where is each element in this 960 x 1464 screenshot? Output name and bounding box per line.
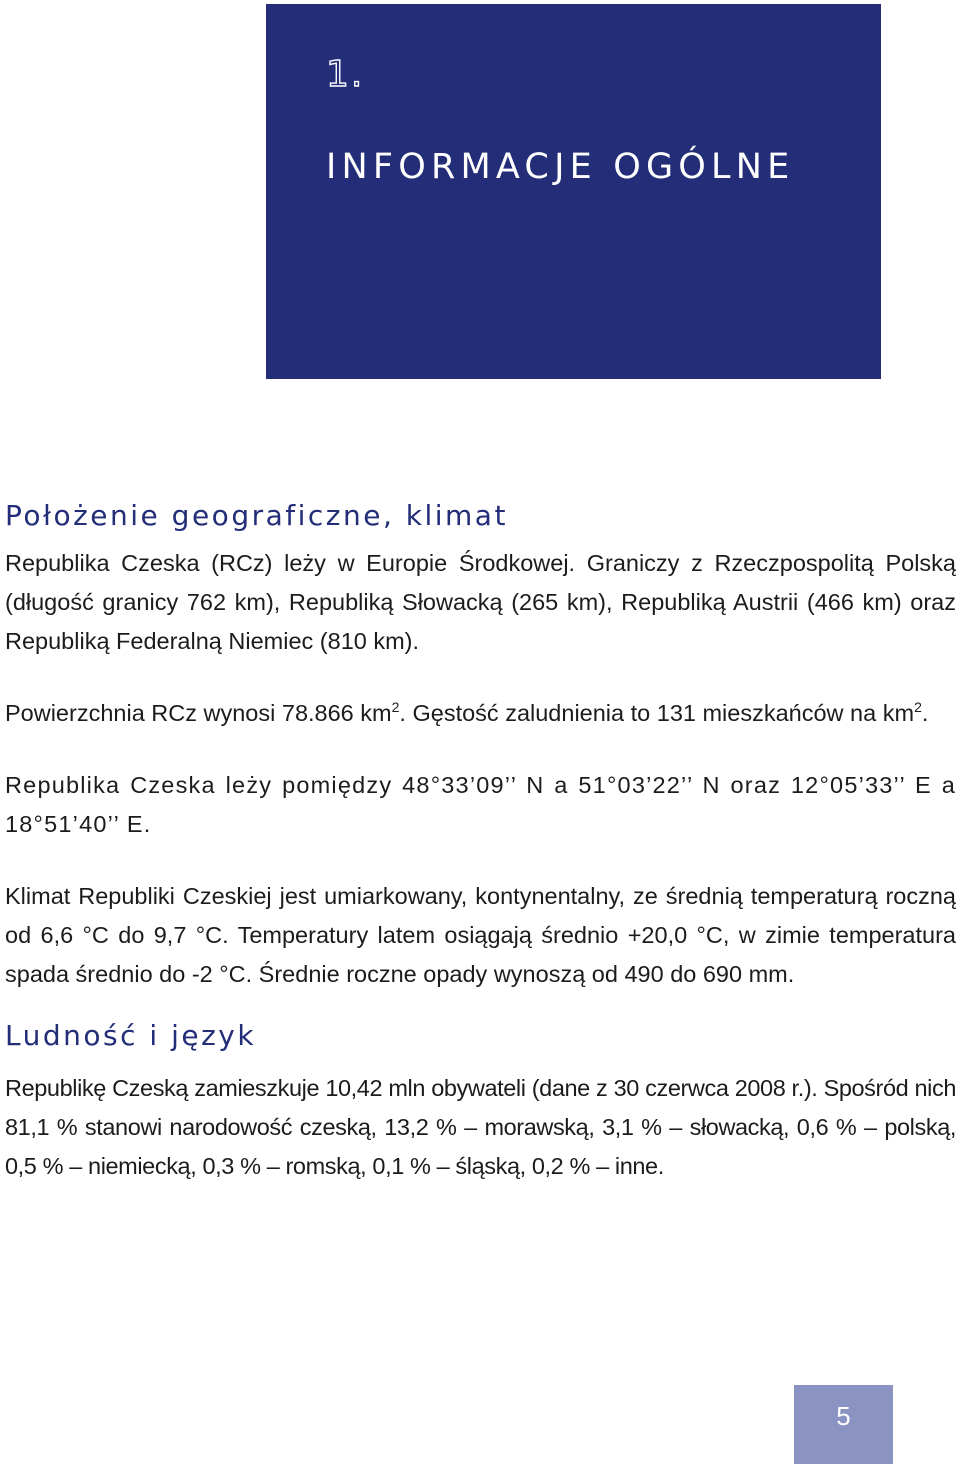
paragraph-borders: Republika Czeska (RCz) leży w Europie Środkowej. Graniczy z Rzeczpospolitą Polską (długość granicy 762 km), Republiką Słowacką (265 km), Republiką Austrii (466 km) oraz Republiką Federalną Niemiec (810 km). (5, 550, 956, 654)
area-text-c: . (921, 700, 929, 726)
chapter-number: 1. (326, 54, 365, 95)
area-text-b: . Gęstość zaludnienia to 131 mieszkańców na km (399, 700, 915, 726)
area-text-a: Powierzchnia RCz wynosi 78.866 km (5, 700, 392, 726)
page-number: 5 (836, 1401, 851, 1431)
area-superscript-a: 2 (391, 699, 400, 716)
paragraph-coordinates: Republika Czeska leży pomiędzy 48°33’09’’ N a 51°03’22’’ N oraz 12°05’33’’ E a 18°51’40’’ E. (5, 772, 956, 837)
area-superscript-b: 2 (914, 699, 922, 716)
section-heading-geography: Położenie geograficzne, klimat (5, 499, 508, 532)
chapter-title: INFORMACJE OGÓLNE (326, 147, 795, 187)
paragraph-area (5, 694, 956, 733)
chapter-header-box (266, 4, 881, 379)
page-content (5, 496, 956, 1186)
paragraph-climate: Klimat Republiki Czeskiej jest umiarkowany, kontynentalny, ze średnią temperaturą roczną od 6,6 °C do 9,7 °C. Temperatury latem osiągają średnio +20,0 °C, w zimie temperatura spada średnio do -2 °C. Średnie roczne opady wynoszą od 490 do 690 mm. (5, 883, 956, 987)
paragraph-population: Republikę Czeską zamieszkuje 10,42 mln obywateli (dane z 30 czerwca 2008 r.). Spośród nich 81,1 % stanowi narodowość czeską, 13,2 % – morawską, 3,1 % – słowacką, 0,6 % – polską, 0,5 % – niemiecką, 0,3 % – romską, 0,1 % – śląską, 0,2 % – inne. (5, 1075, 956, 1179)
page-number-box (794, 1385, 893, 1464)
section-heading-population: Ludność i język (5, 1019, 257, 1052)
